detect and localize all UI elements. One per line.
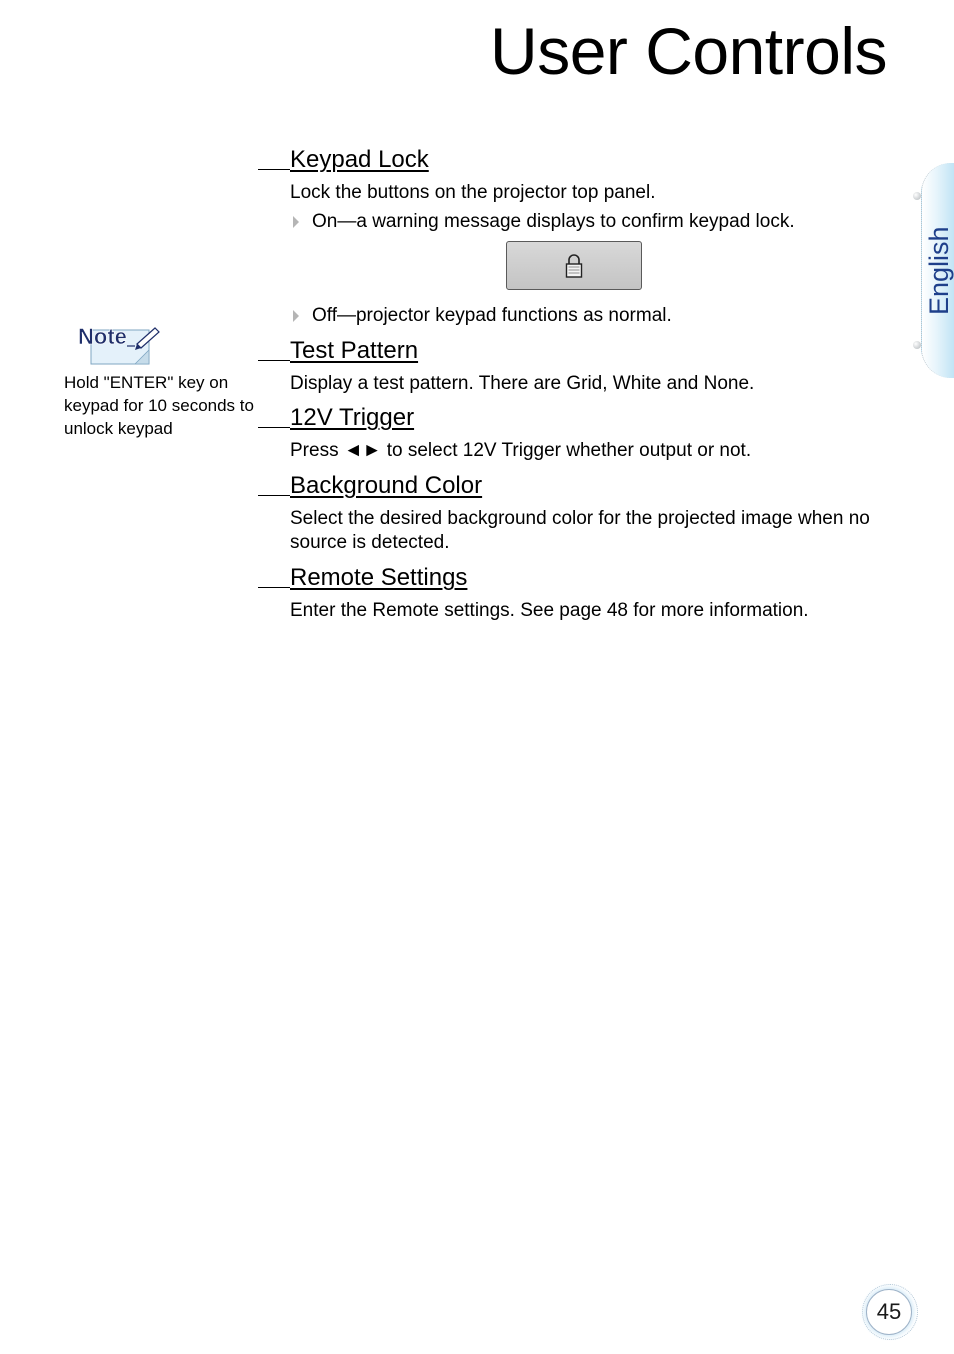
section-heading-text: Remote Settings	[290, 564, 468, 591]
section-heading-12v-trigger	[258, 404, 414, 432]
12v-trigger-description: Press ◄► to select 12V Trigger whether output or not.	[290, 440, 752, 461]
tab-top-dot-icon	[913, 192, 921, 200]
page-number-badge	[862, 1284, 918, 1340]
remote-settings-description: Enter the Remote settings. See page 48 for more information.	[290, 600, 809, 621]
tab-bottom-dot-icon	[913, 341, 921, 349]
section-heading-keypad-lock	[258, 146, 429, 174]
language-tab	[913, 163, 954, 378]
page-title: User Controls	[490, 14, 887, 88]
test-pattern-description: Display a test pattern. There are Grid, White and None.	[290, 373, 755, 394]
note-text: Hold "ENTER" key on keypad for 10 seconds to unlock keypad	[64, 373, 254, 438]
section-heading-text: Test Pattern	[290, 337, 419, 364]
keypad-lock-warning-message	[506, 241, 642, 290]
bullet-arrow-icon	[293, 216, 299, 228]
language-label: English	[924, 226, 954, 315]
page-number: 45	[876, 1299, 902, 1324]
background-color-description: Select the desired background color for the projected image when no source is detected.	[290, 508, 870, 553]
note-label: Note	[78, 324, 127, 349]
section-heading-text: 12V Trigger	[290, 404, 415, 431]
section-heading-text: Keypad Lock	[290, 146, 429, 173]
note-pen-icon	[77, 322, 163, 366]
padlock-icon	[564, 253, 584, 279]
keypad-lock-option-on	[293, 210, 795, 234]
section-heading-remote-settings	[258, 564, 467, 592]
section-heading-test-pattern	[258, 337, 418, 365]
section-heading-text: Background Color	[290, 472, 483, 499]
bullet-arrow-icon	[293, 310, 299, 322]
option-text: On—a warning message displays to confirm keypad lock.	[312, 211, 795, 232]
section-heading-background-color	[258, 472, 482, 500]
keypad-lock-option-off	[293, 304, 672, 328]
option-text: Off—projector keypad functions as normal.	[312, 305, 672, 326]
keypad-lock-description: Lock the buttons on the projector top panel.	[290, 182, 656, 203]
